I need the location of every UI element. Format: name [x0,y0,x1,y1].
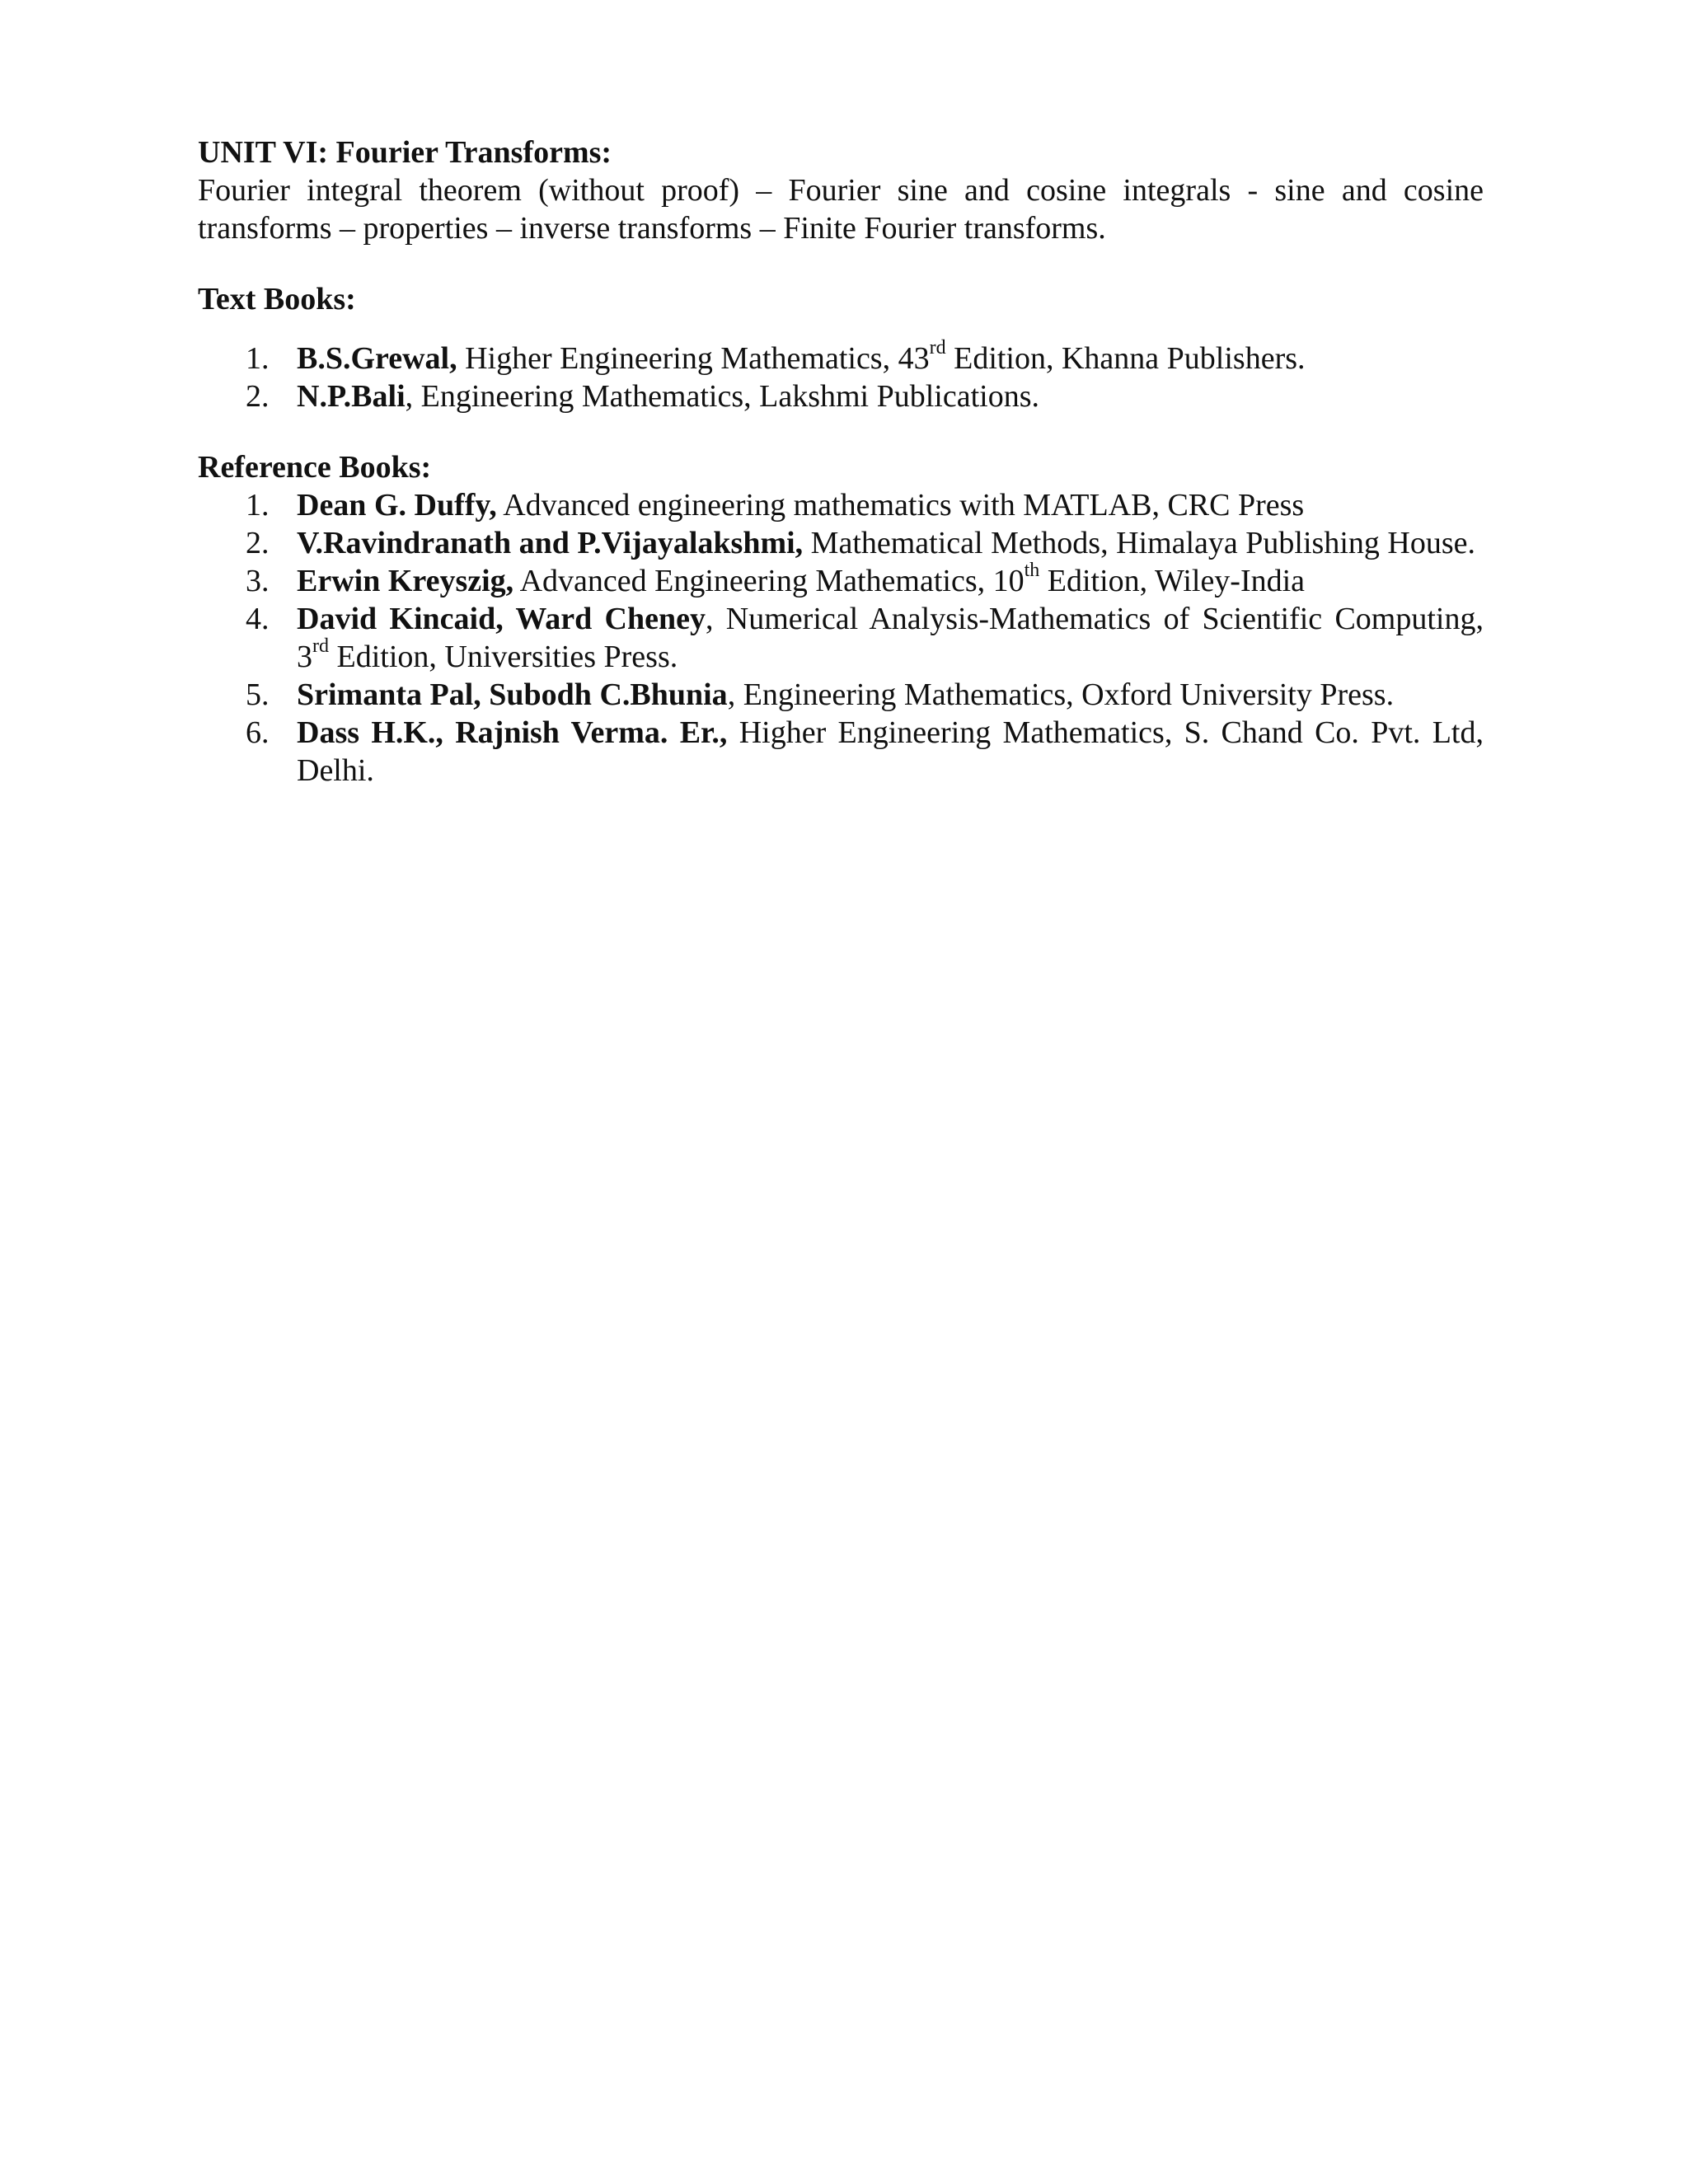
list-number: 6. [246,715,270,750]
list-number: 2. [246,526,270,560]
reference-books-list [198,486,1484,790]
book-details: Higher Engineering Mathematics, S. Chand Co. Pvt. Ltd, Delhi. [297,715,1484,788]
reference-books-heading: Reference Books: [198,450,432,485]
book-details: Mathematical Methods, Himalaya Publishing House. [803,526,1475,560]
book-details-tail: Edition, Khanna Publishers. [945,341,1306,376]
list-item [198,377,1484,415]
list-number: 1. [246,341,270,376]
book-author: B.S.Grewal, [297,341,457,376]
book-author: Dass H.K., Rajnish Verma. Er., [297,715,728,750]
list-item [198,524,1484,562]
book-details: Higher Engineering Mathematics, 43 [457,341,930,376]
unit-body: Fourier integral theorem (without proof) – Fourier sine and cosine integrals - sine and cosine transforms – properties – inverse transforms – Finite Fourier transforms. [198,173,1484,246]
book-details: , Engineering Mathematics, Oxford University Press. [727,677,1395,712]
document-page [198,134,1484,790]
text-books-heading: Text Books: [198,282,356,316]
list-item [198,676,1484,714]
book-details: Advanced engineering mathematics with MATLAB, CRC Press [496,488,1305,523]
text-books-list [198,337,1484,415]
book-details: , Engineering Mathematics, Lakshmi Publications. [405,379,1039,414]
book-author: Erwin Kreyszig, [297,564,514,598]
list-item [198,714,1484,790]
list-number: 2. [246,379,270,414]
ordinal-suffix: th [1024,560,1040,582]
book-author: N.P.Bali [297,379,406,414]
book-details-tail: Edition, Universities Press. [329,640,678,674]
list-number: 4. [246,602,270,636]
book-author: V.Ravindranath and P.Vijayalakshmi, [297,526,804,560]
book-author: Srimanta Pal, Subodh C.Bhunia [297,677,728,712]
book-details: , Numerical Analysis-Mathematics of Scientific Computing, 3 [297,602,1484,674]
book-author: Dean G. Duffy, [297,488,497,523]
unit-heading: UNIT VI: Fourier Transforms: [198,135,612,170]
list-item [198,486,1484,524]
list-number: 5. [246,677,270,712]
book-author: David Kincaid, Ward Cheney [297,602,706,636]
list-number: 3. [246,564,270,598]
list-number: 1. [246,488,270,523]
book-details: Advanced Engineering Mathematics, 10 [513,564,1025,598]
list-item [198,337,1484,377]
ordinal-suffix: rd [929,337,946,359]
book-details-tail: Edition, Wiley-India [1039,564,1306,598]
list-item [198,562,1484,600]
ordinal-suffix: rd [312,635,329,658]
list-item [198,600,1484,676]
